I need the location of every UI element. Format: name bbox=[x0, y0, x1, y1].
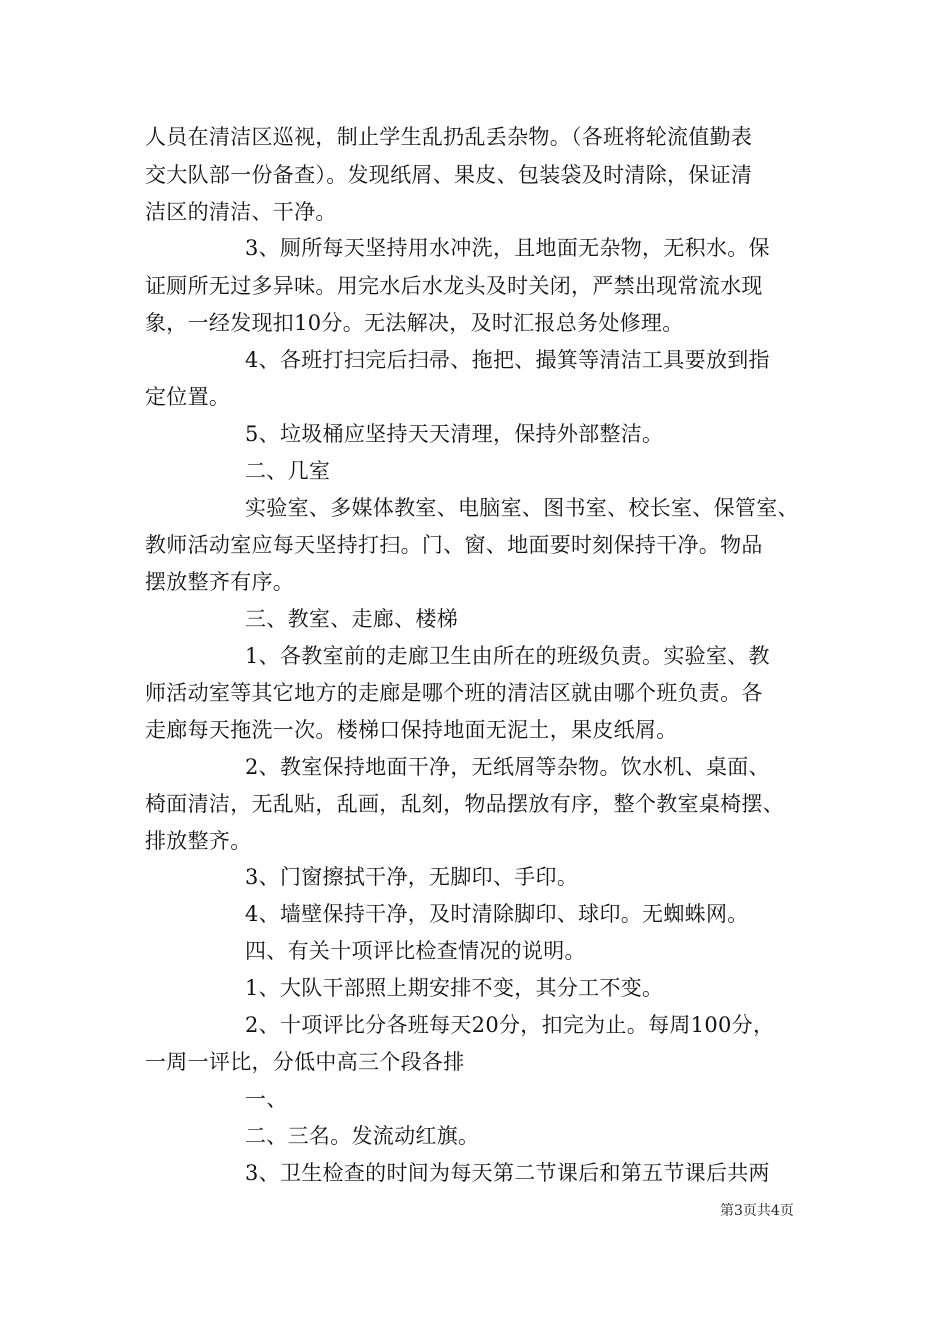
text-line: 5、垃圾桶应坚持天天清理，保持外部整洁。 bbox=[245, 422, 664, 446]
text-line: 2、教室保持地面干净，无纸屑等杂物。饮水机、桌面、 bbox=[245, 755, 770, 779]
text-line: 象，一经发现扣10分。无法解决，及时汇报总务处修理。 bbox=[145, 311, 684, 335]
text-line: 一、 bbox=[245, 1087, 288, 1111]
page-number: 第3页共4页 bbox=[720, 1203, 794, 1219]
text-line: 二、三名。发流动红旗。 bbox=[245, 1124, 480, 1148]
text-line: 排放整齐。 bbox=[145, 829, 252, 853]
text-line: 椅面清洁，无乱贴，乱画，乱刻，物品摆放有序，整个教室桌椅摆、 bbox=[145, 792, 784, 816]
text-line: 摆放整齐有序。 bbox=[145, 570, 295, 594]
text-line: 一周一评比，分低中高三个段各排 bbox=[145, 1050, 465, 1074]
text-line: 2、十项评比分各班每天20分，扣完为止。每周100分， bbox=[245, 1013, 775, 1037]
text-line: 4、墙壁保持干净，及时清除脚印、球印。无蜘蛛网。 bbox=[245, 902, 749, 926]
text-line: 走廊每天拖洗一次。楼梯口保持地面无泥土，果皮纸屑。 bbox=[145, 718, 678, 742]
text-line: 1、各教室前的走廊卫生由所在的班级负责。实验室、教 bbox=[245, 644, 770, 668]
text-line: 教师活动室应每天坚持打扫。门、窗、地面要时刻保持干净。物品 bbox=[145, 533, 763, 557]
text-line: 定位置。 bbox=[145, 385, 231, 409]
text-line: 交大队部一份备查）。发现纸屑、果皮、包装袋及时清除，保证清 bbox=[145, 163, 753, 187]
text-line: 实验室、多媒体教室、电脑室、图书室、校长室、保管室、 bbox=[245, 496, 799, 520]
text-line: 洁区的清洁、干净。 bbox=[145, 200, 337, 224]
text-line: 3、卫生检查的时间为每天第二节课后和第五节课后共两 bbox=[245, 1161, 770, 1185]
section-heading: 三、教室、走廊、楼梯 bbox=[245, 607, 458, 631]
section-heading: 二、几室 bbox=[245, 459, 331, 483]
text-line: 4、各班打扫完后扫帚、拖把、撮箕等清洁工具要放到指 bbox=[245, 348, 770, 372]
section-heading: 四、有关十项评比检查情况的说明。 bbox=[245, 939, 586, 963]
text-line: 1、大队干部照上期安排不变，其分工不变。 bbox=[245, 976, 664, 1000]
text-line: 师活动室等其它地方的走廊是哪个班的清洁区就由哪个班负责。各 bbox=[145, 681, 763, 705]
text-line: 3、门窗擦拭干净，无脚印、手印。 bbox=[245, 865, 579, 889]
text-line: 人员在清洁区巡视，制止学生乱扔乱丢杂物。（各班将轮流值勤表 bbox=[145, 125, 753, 149]
text-line: 证厕所无过多异味。用完水后水龙头及时关闭，严禁出现常流水现 bbox=[145, 274, 763, 298]
text-line: 3、厕所每天坚持用水冲洗，且地面无杂物，无积水。保 bbox=[245, 236, 770, 260]
